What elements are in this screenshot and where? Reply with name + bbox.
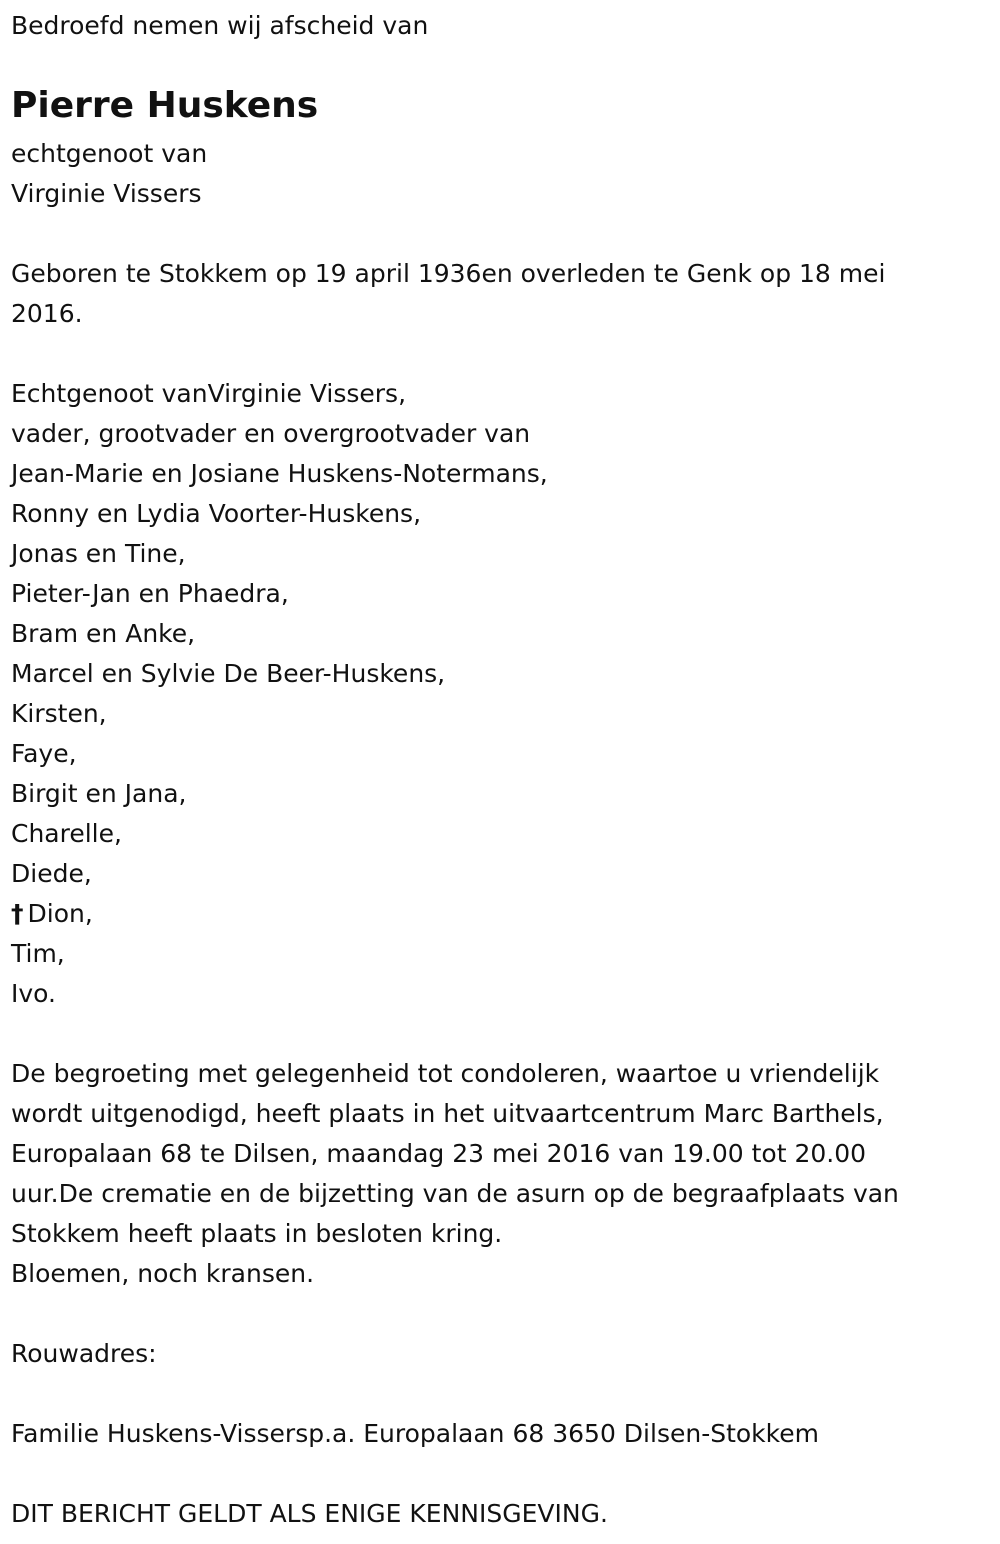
birth-death-block [11, 254, 885, 334]
mourning-address: Familie Huskens-Vissersp.a. Europalaan 68 3650 Dilsen-Stokkem [11, 1419, 819, 1448]
family-member: Jean-Marie en Josiane Huskens-Notermans, [11, 459, 548, 488]
intro-text: Bedroefd nemen wij afscheid van [11, 11, 429, 40]
family-member: Faye, [11, 739, 77, 768]
deceased-name: Pierre Huskens [11, 85, 319, 126]
family-block [11, 374, 548, 1014]
address-label: Rouwadres: [11, 1339, 157, 1368]
service-block [11, 1054, 899, 1294]
service-line: Bloemen, noch kransen. [11, 1259, 315, 1288]
service-line: wordt uitgenodigd, heeft plaats in het uitvaartcentrum Marc Barthels, [11, 1099, 884, 1128]
family-member: Charelle, [11, 819, 122, 848]
spouse-name: Virginie Vissers [11, 179, 202, 208]
birth-death-line-1: Geboren te Stokkem op 19 april 1936en overleden te Genk op 18 mei [11, 259, 886, 288]
family-spouse-line: Echtgenoot vanVirginie Vissers, [11, 379, 407, 408]
service-line: Stokkem heeft plaats in besloten kring. [11, 1219, 503, 1248]
deceased-member-name: Dion, [27, 899, 93, 928]
family-member: Marcel en Sylvie De Beer-Huskens, [11, 659, 446, 688]
birth-death-line-2: 2016. [11, 299, 83, 328]
service-line: uur.De crematie en de bijzetting van de asurn op de begraafplaats van [11, 1179, 899, 1208]
spouse-relation: echtgenoot van [11, 139, 208, 168]
family-member: Jonas en Tine, [11, 539, 186, 568]
family-relation-line: vader, grootvader en overgrootvader van [11, 419, 531, 448]
family-member: Pieter-Jan en Phaedra, [11, 579, 289, 608]
notice-text: DIT BERICHT GELDT ALS ENIGE KENNISGEVING. [11, 1499, 608, 1528]
family-member: Kirsten, [11, 699, 107, 728]
service-line: De begroeting met gelegenheid tot condoleren, waartoe u vriendelijk [11, 1059, 880, 1088]
family-member: Diede, [11, 859, 92, 888]
family-member-deceased [11, 894, 548, 934]
family-member: Ronny en Lydia Voorter-Huskens, [11, 499, 422, 528]
family-member: Ivo. [11, 979, 56, 1008]
cross-icon: † [11, 899, 24, 928]
spouse-block [11, 134, 207, 214]
family-member: Birgit en Jana, [11, 779, 187, 808]
service-line: Europalaan 68 te Dilsen, maandag 23 mei 2016 van 19.00 tot 20.00 [11, 1139, 867, 1168]
family-member: Bram en Anke, [11, 619, 196, 648]
family-member: Tim, [11, 939, 65, 968]
